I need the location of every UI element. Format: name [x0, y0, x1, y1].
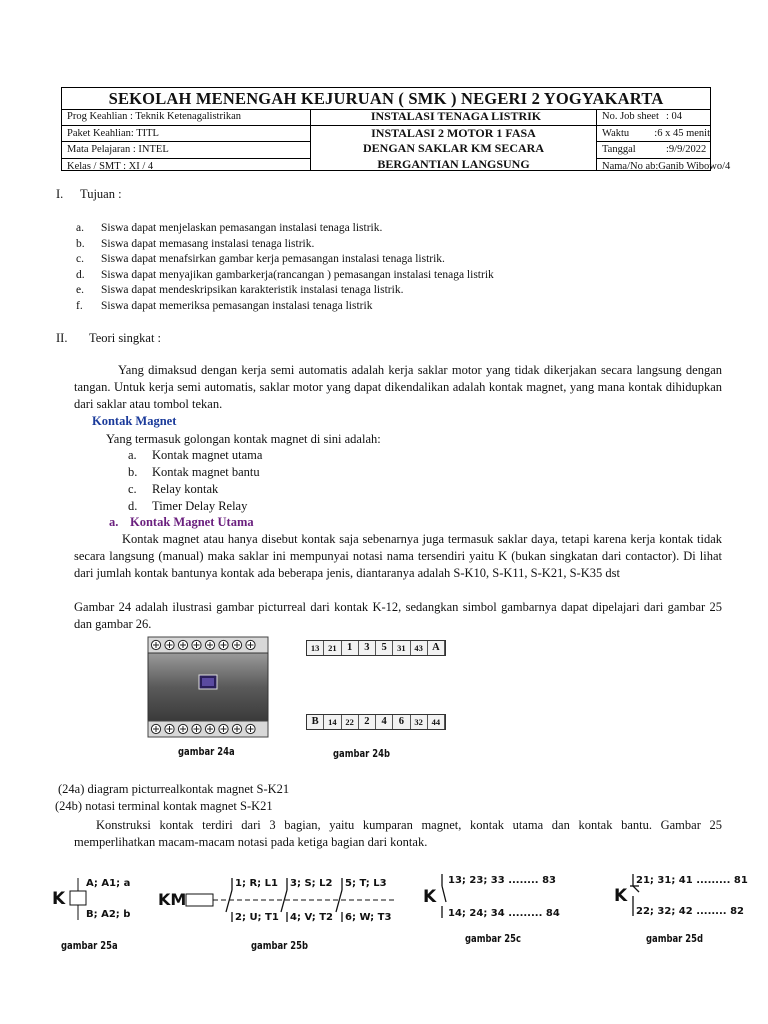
fig25b-label: KM [158, 890, 187, 909]
kontak-magnet-list [128, 447, 262, 515]
topic-line-4: BERGANTIAN LANGSUNG [377, 156, 530, 171]
paragraph-gambar-24: Gambar 24 adalah ilustrasi gambar picturreal dari kontak K-12, sedangkan simbol gambarnya dapat dipelajari dari gambar 25 dan gambar 26. [74, 600, 722, 631]
fig25c-bottom-label: 14; 24; 34 ......... 84 [448, 908, 560, 919]
fig25b-top-3: 5; T; L3 [345, 878, 387, 889]
section-1-number: I. [56, 187, 64, 201]
kontak-magnet-heading: Kontak Magnet [92, 414, 177, 428]
list-item: a. Siswa dapat menjelaskan pemasangan instalasi tenaga listrik. [76, 222, 383, 234]
kontak-magnet-intro: Yang termasuk golongan kontak magnet di sini adalah: [106, 432, 381, 446]
class-field: Kelas / SMT : XI / 4 [67, 160, 154, 172]
paragraph-kontak-magnet-utama: Kontak magnet atau hanya disebut kontak saja sebenarnya juga termasuk saklar daya, tetapi karena kerja kontak tidak secara langsung (manual) maka saklar ini mempunyai notasi nama tersendiri yaitu K (bukan singkatan dari contactor). Di lihat dari jumlah kontak bantunya kontak ada beberapa jenis, diantaranya adalah S-K10, S-K11, S-K21, S-K35 dst [74, 532, 722, 580]
fig25d-top-label: 21; 31; 41 ......... 81 [636, 875, 748, 886]
fig25a-label: K [52, 889, 66, 909]
fig25a-bottom-label: B; A2; b [86, 909, 131, 920]
kontak-magnet-utama-heading: a. Kontak Magnet Utama [109, 515, 254, 529]
paragraph-konstruksi: Konstruksi kontak terdiri dari 3 bagian, yaitu kumparan magnet, kontak utama dan kontak bantu. Gambar 25 memperlihatkan macam-macam notasi pada ketiga bagian dari kontak. [74, 818, 722, 849]
terminal-label: 31 [393, 641, 410, 655]
terminal-label: 5 [376, 641, 393, 655]
fig25a-top-label: A; A1; a [86, 878, 131, 889]
list-item: f. Siswa dapat memeriksa pemasangan instalasi tenaga listrik [76, 299, 373, 312]
fig25b-bottom-1: 2; U; T1 [235, 912, 279, 923]
list-item: b. Kontak magnet bantu [128, 465, 260, 479]
fig25b-top-2: 3; S; L2 [290, 878, 333, 889]
caption-24a-text: (24a) diagram picturrealkontak magnet S-K21 [58, 782, 290, 796]
terminal-label: 22 [342, 715, 359, 729]
figure-24a-caption: gambar 24a [178, 745, 235, 758]
fig25b-bottom-3: 6; W; T3 [345, 912, 392, 923]
list-item: b. Siswa dapat memasang instalasi tenaga listrik. [76, 237, 315, 250]
package-field: Paket Keahlian: TITL [62, 126, 310, 143]
list-item: d. Timer Delay Relay [128, 499, 248, 513]
terminal-label: 2 [359, 715, 376, 729]
figure-25c-caption: gambar 25c [465, 932, 521, 945]
figure-24b-caption: gambar 24b [333, 747, 390, 760]
fig25b-top-1: 1; R; L1 [235, 878, 278, 889]
terminal-label: 14 [324, 715, 341, 729]
caption-24b-text: (24b) notasi terminal kontak magnet S-K21 [55, 799, 273, 813]
list-item: a. Kontak magnet utama [128, 448, 263, 462]
paragraph-intro: Yang dimaksud dengan kerja semi automatis adalah kerja saklar motor yang tidak dikerjakan secara langsung dengan tangan. Untuk kerja semi automatis, saklar motor yang dapat dikendalikan adalah kontak magnet, yang mana kontak dihidupkan dari saklar atau tombol tekan. [74, 363, 722, 411]
subject-field: Mata Pelajaran : INTEL [62, 142, 310, 159]
terminal-label: 44 [428, 715, 445, 729]
contactor-drawing [148, 637, 268, 737]
topic-line-2: INSTALASI 2 MOTOR 1 FASA [371, 125, 536, 140]
header-right-column [597, 109, 731, 172]
fig25c-contact [442, 874, 446, 918]
school-title: SEKOLAH MENENGAH KEJURUAN ( SMK ) NEGERI 2 YOGYAKARTA [62, 88, 710, 110]
section-1-title: Tujuan : [80, 187, 122, 201]
contactor-device-illustration [148, 637, 268, 737]
header-left-column [62, 109, 311, 170]
objectives-list [76, 221, 726, 314]
section-2-number: II. [56, 331, 68, 345]
terminal-label: 32 [411, 715, 428, 729]
program-field: Prog Keahlian : Teknik Ketenagalistrikan [62, 109, 310, 126]
fig25b-coil [186, 894, 213, 906]
date-field: Tanggal :9/9/2022 [597, 142, 710, 159]
list-item: c. Siswa dapat menafsirkan gambar kerja pemasangan instalasi tenaga listrik. [76, 253, 445, 265]
terminal-label: 1 [342, 641, 359, 655]
job-sheet-number: No. Job sheet : 04 [597, 109, 710, 126]
header-middle-column [311, 109, 597, 170]
terminal-row-bottom [306, 714, 446, 730]
terminal-label: 43 [411, 641, 428, 655]
terminal-label: 21 [324, 641, 341, 655]
fig25d-bottom-label: 22; 32; 42 ........ 82 [636, 906, 744, 917]
topic-line-1: INSTALASI TENAGA LISTRIK [311, 109, 596, 126]
figure-25d-caption: gambar 25d [646, 932, 703, 945]
fig25c-top-label: 13; 23; 33 ........ 83 [448, 875, 556, 886]
fig25d-label: K [614, 886, 628, 906]
terminal-label: B [307, 715, 324, 729]
figure-25a-caption: gambar 25a [61, 939, 118, 952]
list-item: e. Siswa dapat mendeskripsikan karakteristik instalasi tenaga listrik. [76, 284, 404, 296]
fig25c-label: K [423, 887, 437, 907]
time-field: Waktu :6 x 45 menit [597, 126, 710, 143]
terminal-row-top [306, 640, 446, 656]
terminal-label: A [428, 641, 445, 655]
terminal-label: 6 [393, 715, 410, 729]
list-item: c. Relay kontak [128, 482, 219, 496]
terminal-label: 3 [359, 641, 376, 655]
fig25b-bottom-2: 4; V; T2 [290, 912, 333, 923]
fig25a-coil [70, 891, 86, 905]
terminal-label: 4 [376, 715, 393, 729]
job-sheet-header [61, 87, 731, 172]
terminal-label: 13 [307, 641, 324, 655]
list-item: d. Siswa dapat menyajikan gambarkerja(rancangan ) pemasangan instalasi tenaga listrik [76, 268, 494, 281]
name-field: Nama/No ab :Ganib Wibowo/4 [602, 160, 731, 172]
figure-25b-caption: gambar 25b [251, 939, 308, 952]
topic-line-3: DENGAN SAKLAR KM SECARA [362, 141, 544, 155]
figure-25-symbols [50, 868, 750, 938]
section-2-title: Teori singkat : [89, 331, 162, 345]
